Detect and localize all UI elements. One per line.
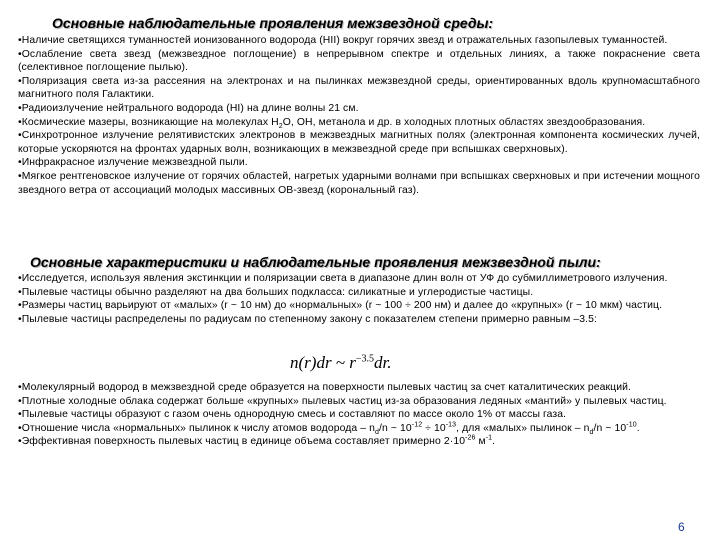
text-span: ÷ 10 <box>422 422 446 434</box>
superscript: -26 <box>465 434 476 442</box>
list-item: •Синхротронное излучение релятивистских электронов в межзвездных магнитных полях (электронная компонента космических лучей, которые ускоряются на фронтах ударных волн, возникающих в межзвездной среде при вспышках сверхновых). <box>18 130 700 155</box>
list-dust-properties <box>18 381 700 449</box>
text-span: •Космические мазеры, возникающие на молекулах H <box>18 116 279 128</box>
text-span: •Отношение числа «нормальных» пылинок к числу атомов водорода – n <box>18 422 375 434</box>
subscript: 2 <box>278 122 283 130</box>
list-item: •Радиоизлучение нейтрального водорода (HI) на длине волны 21 см. <box>18 102 359 114</box>
heading-observational-manifestations: Основные наблюдательные проявления межзвездной среды: <box>52 15 494 31</box>
text-span: . <box>636 422 640 434</box>
formula-exponent: −3.5 <box>355 353 375 365</box>
list-item: •Мягкое рентгеновское излучение от горячих областей, нагретых ударными волнами при вспышках сверхновых и при истечении мощного звездного ветра от ассоциаций молодых массивных OB-звезд (корональный газ). <box>18 170 700 196</box>
superscript: -1 <box>485 434 493 442</box>
text-span: /n ~ 10 <box>379 422 412 434</box>
list-item <box>18 435 700 449</box>
text-span: /n ~ 10 <box>593 422 627 434</box>
list-item: •Пылевые частицы образуют с газом очень однородную смесь и составляют по массе около 1% от массы газа. <box>18 409 567 421</box>
subscript: d <box>589 428 594 436</box>
list-item: •Исследуется, используя явления экстинкции и поляризации света в диапазоне длин волн от УФ до субмиллиметрового излучения. <box>18 273 668 284</box>
list-item <box>18 116 700 130</box>
text-span: . <box>492 436 496 448</box>
subscript: d <box>375 428 379 436</box>
list-item: •Плотные холодные облака содержат больше «крупных» пылевых частиц из-за образования ледяных «мантий» у пылевых частиц. <box>18 395 667 407</box>
superscript: -10 <box>626 421 637 429</box>
list-item: •Инфракрасное излучение межзвездной пыли. <box>18 157 248 169</box>
list-dust-characteristics <box>18 272 700 326</box>
text-span: , для «малых» пылинок – n <box>456 422 590 434</box>
list-item: •Наличие светящихся туманностей ионизованного водорода (HII) вокруг горячих звезд и отражательных газопылевых туманностей. <box>18 35 668 46</box>
page-number: 6 <box>678 520 685 534</box>
text-span: •Эффективная поверхность пылевых частиц в единице объема составляет примерно 2·10 <box>18 436 466 448</box>
list-item: •Поляризация света из-за рассеяния на электронах и на пылинках межзвездной среды, ориентированных вдоль крупномасштабного магнитного поля Галактики. <box>18 75 700 101</box>
superscript: -12 <box>411 421 423 429</box>
list-item <box>18 422 700 436</box>
list-item: •Молекулярный водород в межзвездной среде образуется на поверхности пылевых частиц за счет каталитических реакций. <box>18 382 632 393</box>
text-span: O, OH, метанола и др. в холодных плотных областях звездообразования. <box>282 116 646 128</box>
list-item: •Пылевые частицы обычно разделяют на два больших подкласса: силикатные и углеродистые частицы. <box>18 286 534 298</box>
list-item: •Ослабление света звезд (межзвездное поглощение) в непрерывном спектре и отдельных линиях, а также покраснение света (селективное поглощение пылью). <box>18 48 700 74</box>
size-distribution-formula <box>290 353 392 373</box>
list-item: •Пылевые частицы распределены по радиусам по степенному закону с показателем степени примерно равным –3.5: <box>18 313 597 325</box>
list-item: •Размеры частиц варьируют от «малых» (r ~ 10 нм) до «нормальных» (r ~ 100 ÷ 200 нм) и далее до «крупных» (r ~ 10 мкм) частиц. <box>18 300 663 312</box>
formula-right: dr. <box>374 353 392 372</box>
superscript: -13 <box>445 421 457 429</box>
heading-dust-characteristics: Основные характеристики и наблюдательные проявления межзвездной пыли: <box>30 254 601 270</box>
formula-left: n(r)dr ~ r <box>290 353 356 372</box>
text-span: м <box>475 436 486 448</box>
list-observational-manifestations <box>18 34 700 197</box>
